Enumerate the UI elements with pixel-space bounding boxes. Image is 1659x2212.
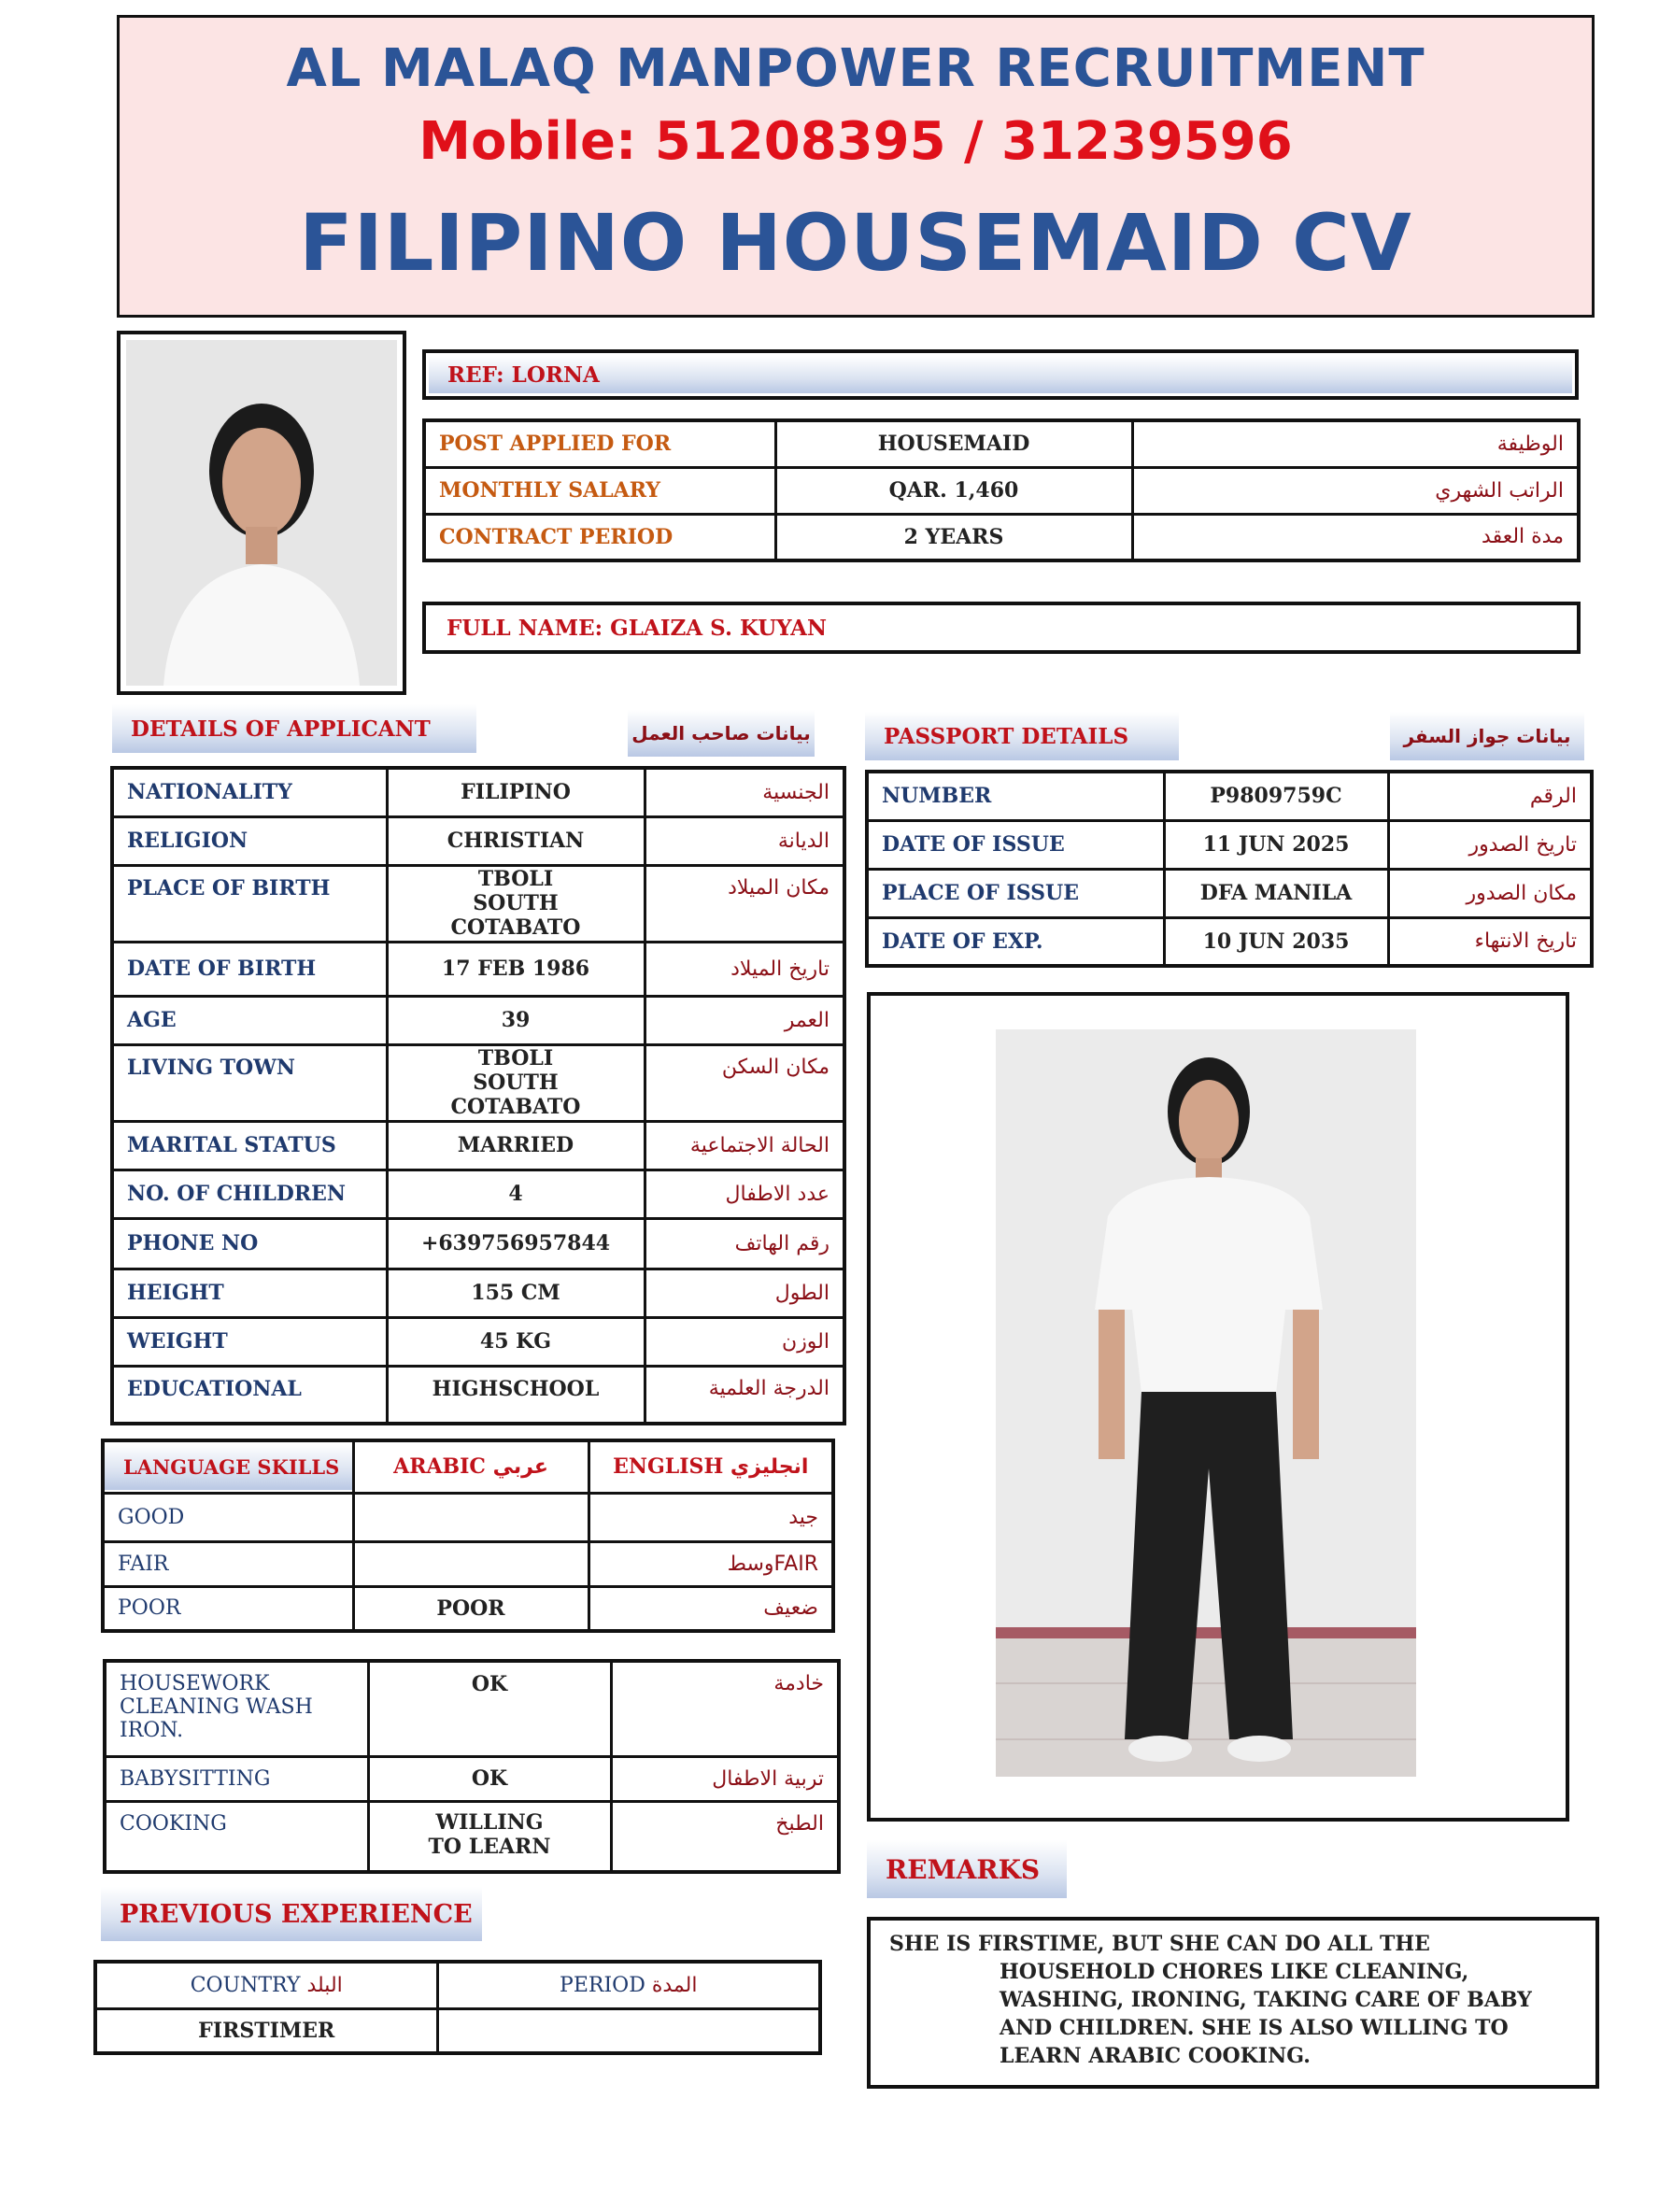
passport-label: NUMBER — [867, 772, 1164, 820]
passport-value: 11 JUN 2025 — [1164, 820, 1388, 869]
passport-title: PASSPORT DETAILS — [865, 712, 1179, 760]
table-row — [112, 942, 844, 996]
arabic-head: ARABIC عربي — [353, 1440, 588, 1493]
language-level: GOOD — [103, 1493, 353, 1541]
passport-ar: تاريخ الانتهاء — [1388, 917, 1592, 966]
passport-label: DATE OF EXP. — [867, 917, 1164, 966]
table-row — [112, 996, 844, 1044]
skill-ar: تربية الاطفال — [611, 1756, 839, 1801]
table-row — [103, 1440, 833, 1493]
detail-value: HIGHSCHOOL — [387, 1366, 645, 1424]
table-row — [112, 816, 844, 865]
detail-ar: الحالة الاجتماعية — [645, 1121, 844, 1170]
full-name: FULL NAME: GLAIZA S. KUYAN — [447, 615, 828, 641]
period-head: PERIOD المدة — [437, 1962, 820, 2008]
salary-ar: الراتب الشهري — [1132, 467, 1579, 514]
table-row — [424, 467, 1579, 514]
full-name-bar — [422, 602, 1581, 654]
passport-table — [865, 770, 1594, 968]
table-row — [103, 1541, 833, 1586]
passport-label: PLACE OF ISSUE — [867, 869, 1164, 917]
table-row — [112, 1317, 844, 1366]
arabic-level: POOR — [353, 1586, 588, 1631]
language-level: POOR — [103, 1586, 353, 1631]
company-name: AL MALAQ MANPOWER RECRUITMENT — [286, 38, 1425, 99]
table-row — [112, 1269, 844, 1317]
detail-value: FILIPINO — [387, 768, 645, 816]
skill-value: OK — [368, 1661, 611, 1756]
details-title-ar: بيانات صاحب العمل — [628, 710, 815, 757]
post-label: POST APPLIED FOR — [424, 420, 775, 467]
passport-ar: تاريخ الصدور — [1388, 820, 1592, 869]
detail-value: MARRIED — [387, 1121, 645, 1170]
passport-value: DFA MANILA — [1164, 869, 1388, 917]
cv-title: FILIPINO HOUSEMAID CV — [299, 197, 1412, 289]
salary-label: MONTHLY SALARY — [424, 467, 775, 514]
detail-label: HEIGHT — [112, 1269, 387, 1317]
detail-label: DATE OF BIRTH — [112, 942, 387, 996]
remarks-line: WASHING, IRONING, TAKING CARE OF BABY — [1000, 1988, 1532, 2012]
detail-value: TBOLI SOUTH COTABATO — [387, 1044, 645, 1121]
details-title: DETAILS OF APPLICANT — [112, 704, 476, 753]
ref-bar — [422, 349, 1579, 400]
detail-ar: الديانة — [645, 816, 844, 865]
table-row — [867, 869, 1592, 917]
detail-label: RELIGION — [112, 816, 387, 865]
table-row — [424, 514, 1579, 560]
skill-value: WILLING TO LEARN — [368, 1801, 611, 1872]
english-head: ENGLISH انجليزي — [588, 1440, 833, 1493]
detail-value: 45 KG — [387, 1317, 645, 1366]
detail-ar: تاريخ الميلاد — [645, 942, 844, 996]
detail-value: 4 — [387, 1170, 645, 1218]
skill-label: HOUSEWORK CLEANING WASH IRON. — [105, 1661, 368, 1756]
contract-value: 2 YEARS — [775, 514, 1132, 560]
post-value: HOUSEMAID — [775, 420, 1132, 467]
remarks-box — [867, 1917, 1599, 2089]
table-row — [112, 1121, 844, 1170]
language-title-cell — [103, 1440, 353, 1493]
skill-ar: الطبخ — [611, 1801, 839, 1872]
detail-label: PHONE NO — [112, 1218, 387, 1269]
detail-value: 17 FEB 1986 — [387, 942, 645, 996]
table-row — [112, 865, 844, 942]
period-value — [437, 2008, 820, 2053]
passport-label: DATE OF ISSUE — [867, 820, 1164, 869]
detail-ar: الوزن — [645, 1317, 844, 1366]
mobile-numbers: Mobile: 51208395 / 31239596 — [418, 111, 1293, 172]
table-row — [112, 1366, 844, 1424]
detail-label: WEIGHT — [112, 1317, 387, 1366]
remarks-title: REMARKS — [867, 1840, 1067, 1898]
detail-ar: الجنسية — [645, 768, 844, 816]
country-head: COUNTRY البلد — [95, 1962, 437, 2008]
table-row — [103, 1586, 833, 1631]
skill-label: BABYSITTING — [105, 1756, 368, 1801]
full-body-image — [996, 1029, 1416, 1777]
detail-label: NATIONALITY — [112, 768, 387, 816]
skill-label: COOKING — [105, 1801, 368, 1872]
table-row — [867, 917, 1592, 966]
salary-value: QAR. 1,460 — [775, 467, 1132, 514]
detail-value: TBOLI SOUTH COTABATO — [387, 865, 645, 942]
detail-ar: مكان الميلاد — [645, 865, 844, 942]
arabic-level — [353, 1493, 588, 1541]
skill-value: OK — [368, 1756, 611, 1801]
language-title: LANGUAGE SKILLS — [105, 1443, 352, 1490]
english-level: FAIRوسط — [588, 1541, 833, 1586]
language-level: FAIR — [103, 1541, 353, 1586]
remarks-line: SHE IS FIRSTIME, BUT SHE CAN DO ALL THE — [889, 1932, 1430, 1956]
passport-value: P9809759C — [1164, 772, 1388, 820]
table-row — [105, 1661, 839, 1756]
contract-label: CONTRACT PERIOD — [424, 514, 775, 560]
skills-table — [103, 1659, 841, 1874]
detail-label: LIVING TOWN — [112, 1044, 387, 1121]
passport-value: 10 JUN 2035 — [1164, 917, 1388, 966]
passport-ar: الرقم — [1388, 772, 1592, 820]
detail-value: 155 CM — [387, 1269, 645, 1317]
detail-label: MARITAL STATUS — [112, 1121, 387, 1170]
arabic-level — [353, 1541, 588, 1586]
language-table — [101, 1439, 835, 1633]
remarks-line: LEARN ARABIC COOKING. — [1000, 2044, 1311, 2068]
details-table — [110, 766, 846, 1425]
detail-value: 39 — [387, 996, 645, 1044]
detail-label: AGE — [112, 996, 387, 1044]
passport-title-ar: بيانات جواز السفر — [1390, 712, 1584, 760]
detail-label: PLACE OF BIRTH — [112, 865, 387, 942]
post-ar: الوظيفة — [1132, 420, 1579, 467]
country-value: FIRSTIMER — [95, 2008, 437, 2053]
detail-ar: الطول — [645, 1269, 844, 1317]
passport-ar: مكان الصدور — [1388, 869, 1592, 917]
table-row — [112, 1044, 844, 1121]
remarks-line: AND CHILDREN. SHE IS ALSO WILLING TO — [1000, 2016, 1509, 2040]
detail-ar: عدد الاطفال — [645, 1170, 844, 1218]
table-row — [112, 1218, 844, 1269]
portrait-image — [126, 340, 397, 686]
table-row — [112, 768, 844, 816]
detail-label: EDUCATIONAL — [112, 1366, 387, 1424]
skill-ar: خادمة — [611, 1661, 839, 1756]
table-row — [95, 2008, 820, 2053]
portrait-photo — [117, 331, 406, 695]
contract-ar: مدة العقد — [1132, 514, 1579, 560]
experience-title: PREVIOUS EXPERIENCE — [101, 1887, 482, 1941]
table-row — [105, 1756, 839, 1801]
detail-ar: العمر — [645, 996, 844, 1044]
detail-value: +639756957844 — [387, 1218, 645, 1269]
experience-table — [93, 1960, 822, 2055]
detail-ar: الدرجة العلمية — [645, 1366, 844, 1424]
table-row — [105, 1801, 839, 1872]
table-row — [424, 420, 1579, 467]
detail-ar: رقم الهاتف — [645, 1218, 844, 1269]
english-level: جيد — [588, 1493, 833, 1541]
detail-ar: مكان السكن — [645, 1044, 844, 1121]
remarks-line: HOUSEHOLD CHORES LIKE CLEANING, — [1000, 1960, 1469, 1984]
table-row — [95, 1962, 820, 2008]
full-body-photo — [867, 992, 1569, 1822]
job-table — [422, 418, 1581, 562]
english-level: ضعيف — [588, 1586, 833, 1631]
table-row — [867, 772, 1592, 820]
table-row — [112, 1170, 844, 1218]
ref-label: REF: LORNA — [429, 356, 1572, 393]
table-row — [867, 820, 1592, 869]
detail-value: CHRISTIAN — [387, 816, 645, 865]
detail-label: NO. OF CHILDREN — [112, 1170, 387, 1218]
header-banner — [117, 15, 1595, 318]
table-row — [103, 1493, 833, 1541]
